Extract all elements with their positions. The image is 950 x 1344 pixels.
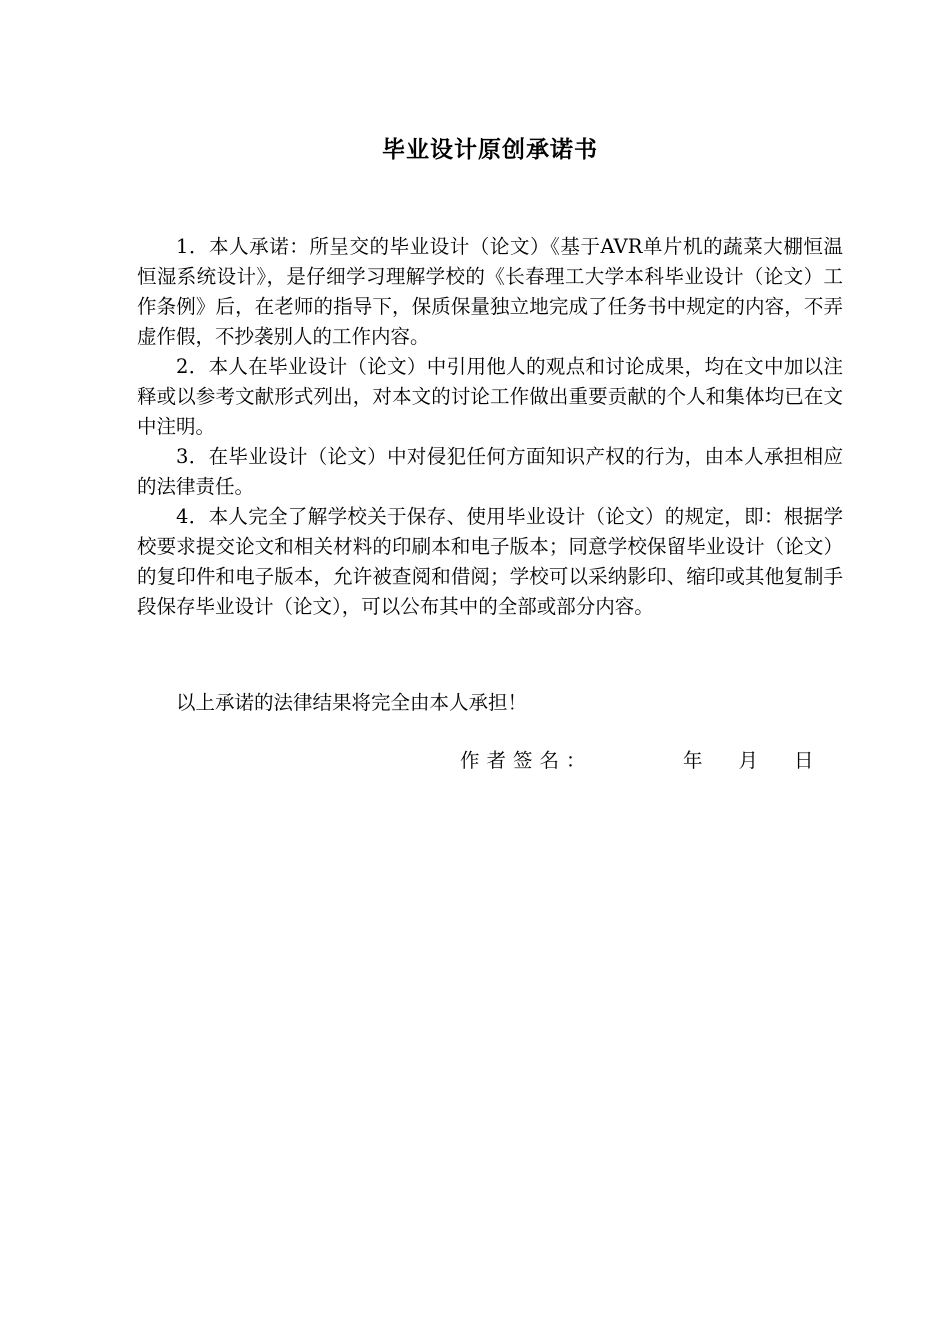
commitment-paragraph-1: 1．本人承诺：所呈交的毕业设计（论文）《基于AVR单片机的蔬菜大棚恒温恒湿系统设计》，是仔细学习理解学校的《长春理工大学本科毕业设计（论文）工作条例》后，在老师的指导下，保质保量独立地完成了任务书中规定的内容，不弄虚作假，不抄袭别人的工作内容。 [137, 235, 843, 348]
commitment-paragraph-4: 4．本人完全了解学校关于保存、使用毕业设计（论文）的规定，即：根据学校要求提交论文和相关材料的印刷本和电子版本；同意学校保留毕业设计（论文）的复印件和电子版本，允许被查阅和借阅；学校可以采纳影印、缩印或其他复制手段保存毕业设计（论文），可以公布其中的全部或部分内容。 [137, 505, 843, 618]
commitment-body [137, 232, 843, 622]
commitment-paragraph-2: 2．本人在毕业设计（论文）中引用他人的观点和讨论成果，均在文中加以注释或以参考文献形式列出，对本文的讨论工作做出重要贡献的个人和集体均已在文中注明。 [137, 355, 843, 438]
date-day-label: 日 [794, 749, 814, 772]
commitment-paragraph-3: 3．在毕业设计（论文）中对侵犯任何方面知识产权的行为，由本人承担相应的法律责任。 [137, 445, 843, 498]
signature-label: 作者签名： [460, 749, 593, 772]
date-month-label: 月 [738, 749, 759, 772]
date-line [683, 746, 814, 776]
document-title: 毕业设计原创承诺书 [382, 137, 598, 163]
signature-line [460, 746, 593, 776]
date-year-label: 年 [683, 749, 703, 772]
closing-statement: 以上承诺的法律结果将完全由本人承担！ [176, 691, 528, 714]
